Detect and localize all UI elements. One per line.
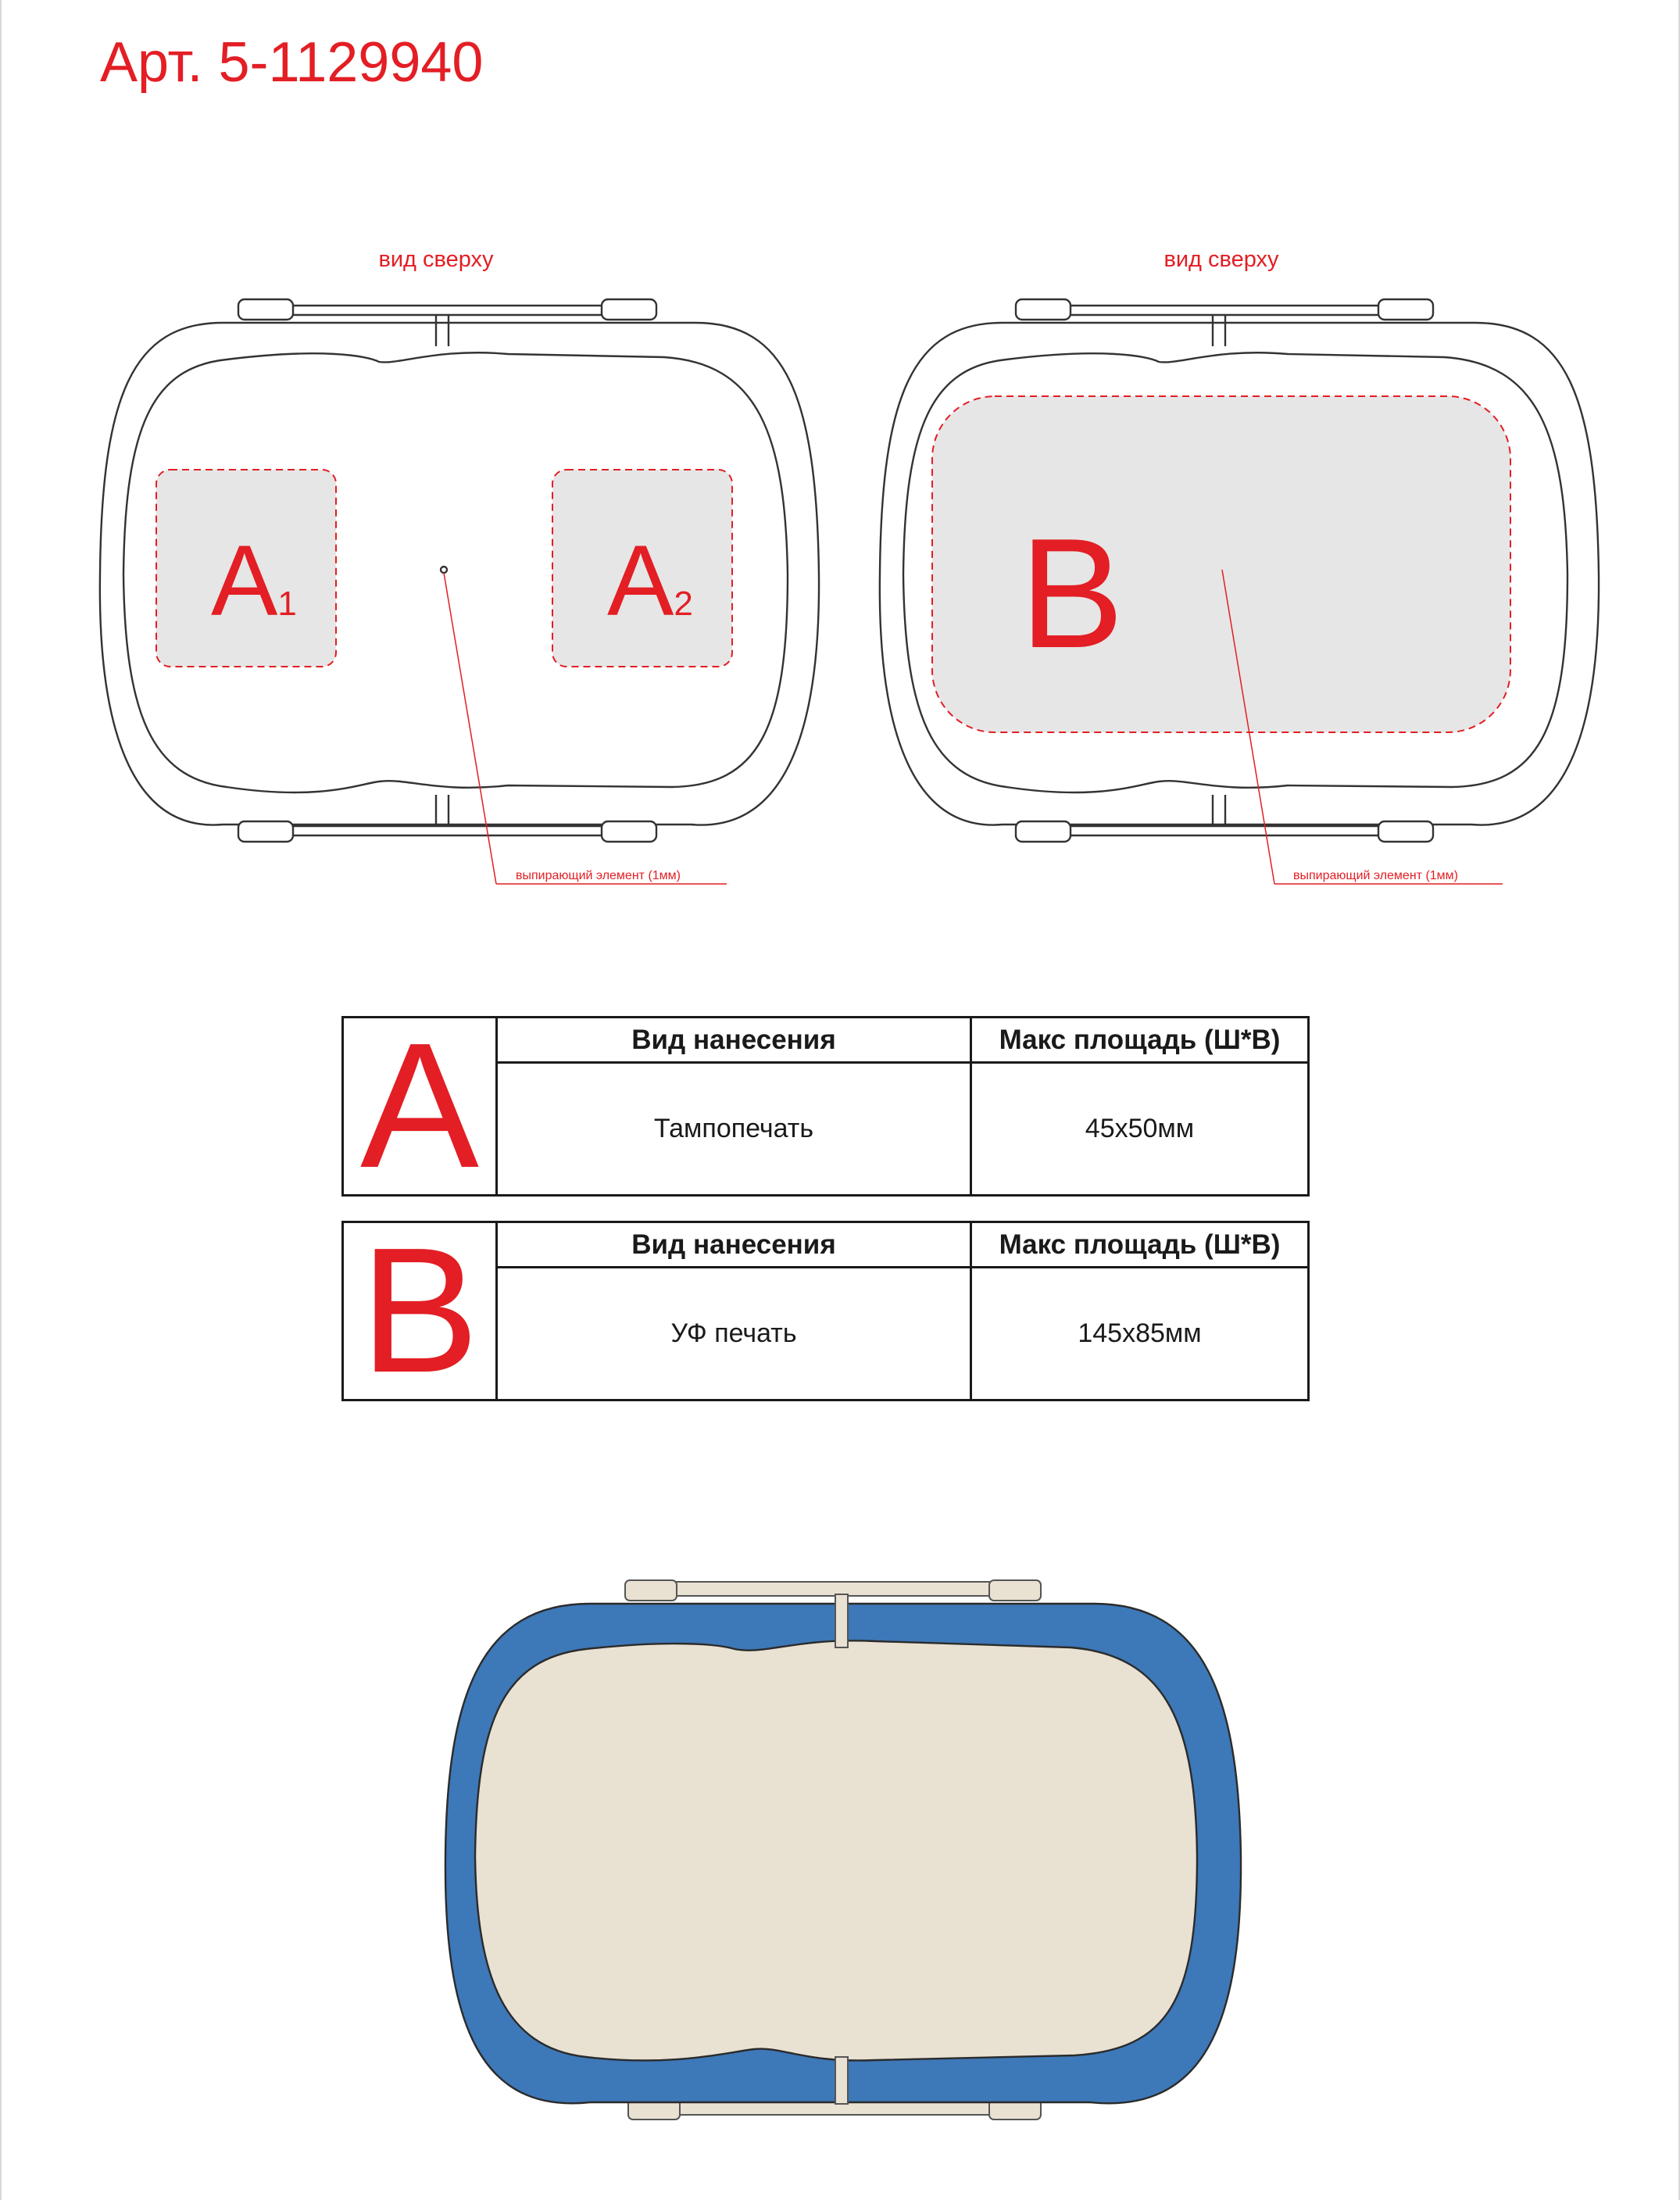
spec-table-letter: A (344, 1018, 498, 1194)
top-view-drawing-a (70, 293, 852, 895)
zone-label-a2: A2 (607, 525, 693, 637)
article-title: Арт. 5-1129940 (100, 31, 484, 94)
callout-text-right: выпирающий элемент (1мм) (1293, 869, 1458, 882)
spec-table-a (341, 1007, 1310, 1205)
product-color-illustration (438, 1563, 1242, 2188)
print-method-value: УФ печать (670, 1318, 797, 1348)
page-border-left (0, 0, 2, 2200)
callout-text-left: выпирающий элемент (1мм) (516, 869, 681, 882)
hinge-stem-bottom (835, 2057, 848, 2104)
column-header-area: Макс площадь (Ш*В) (970, 1223, 1307, 1268)
print-area-b (932, 396, 1510, 732)
hinge-tab-top-left (625, 1580, 677, 1601)
print-method-value: Тампопечать (653, 1114, 814, 1143)
hinge-stem-top (835, 1594, 848, 1647)
zone-label-b: B (1020, 506, 1124, 681)
top-view-drawing-b (850, 293, 1632, 895)
zone-label-a1: A1 (211, 525, 297, 637)
view-label-left: вид сверху (378, 247, 494, 272)
spec-table-b (341, 1211, 1310, 1410)
column-header-method: Вид нанесения (498, 1223, 970, 1268)
column-header-method: Вид нанесения (498, 1018, 970, 1064)
spec-table-letter: B (344, 1223, 498, 1399)
product-lid (475, 1640, 1197, 2060)
print-area-value: 45x50мм (970, 1064, 1307, 1194)
view-label-right: вид сверху (1163, 247, 1279, 272)
print-area-value: 145x85мм (970, 1268, 1307, 1399)
hinge-tab-top-right (989, 1580, 1041, 1601)
column-header-area: Макс площадь (Ш*В) (970, 1018, 1307, 1064)
